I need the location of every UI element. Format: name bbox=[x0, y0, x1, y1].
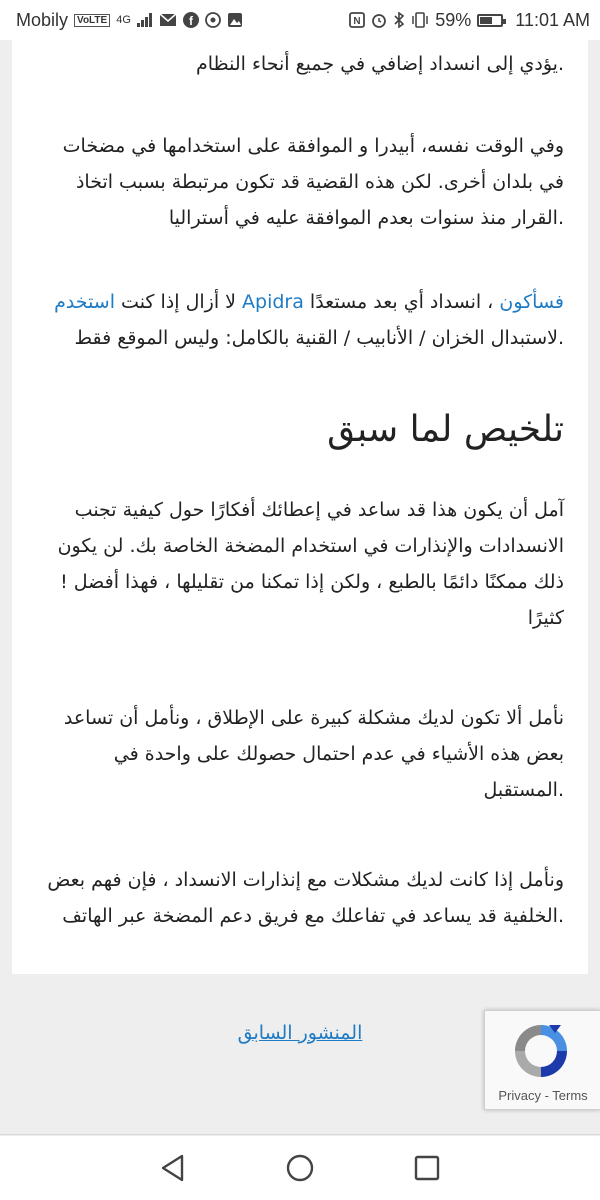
recaptcha-separator: - bbox=[540, 1088, 553, 1103]
paragraph-3-line-2: .لاستبدال الخزان / الأنابيب / القنية بالكامل: وليس الموقع فقط bbox=[74, 327, 564, 349]
clock: 11:01 AM bbox=[515, 9, 590, 30]
svg-text:f: f bbox=[188, 14, 193, 28]
recaptcha-badge[interactable] bbox=[484, 1010, 600, 1110]
paragraph-1: .يؤدي إلى انسداد إضافي في جميع أنحاء النظام bbox=[196, 53, 564, 75]
recents-button[interactable] bbox=[407, 1148, 447, 1188]
mail-icon bbox=[159, 13, 177, 27]
back-icon bbox=[160, 1154, 186, 1182]
link-istakhdim[interactable]: استخدم bbox=[54, 291, 115, 313]
carrier-label: Mobily bbox=[16, 9, 69, 30]
recents-icon bbox=[414, 1155, 440, 1181]
previous-post-link[interactable]: المنشور السابق bbox=[237, 1022, 363, 1044]
battery-fill bbox=[480, 17, 492, 24]
battery-icon bbox=[477, 14, 503, 27]
paragraph-4: آمل أن يكون هذا قد ساعد في إعطائك أفكارًا حول كيفية تجنب الانسدادات والإنذارات في استخدام المضخة الخاصة بك. لن يكون ذلك ممكنًا دائمًا بالطبع ، ولكن إذا تمكنا من تقليلها ، فهذا أفضل !كثيرًا bbox=[57, 499, 564, 629]
paragraph-3-text-a: ، انسداد أي بعد مستعدًا bbox=[303, 291, 500, 313]
home-button[interactable] bbox=[280, 1148, 320, 1188]
paragraph-2: وفي الوقت نفسه، أبيدرا و الموافقة على استخدامها في مضخات في بلدان أخرى. لكن هذه القضية قد تكون مرتبطة بسبب اتخاذ .القرار منذ سنوات بعدم الموافقة عليه في أستراليا bbox=[62, 135, 564, 229]
bluetooth-icon bbox=[393, 12, 405, 28]
link-apidra[interactable]: Apidra bbox=[242, 291, 304, 313]
link-sa-akun[interactable]: فسأكون bbox=[499, 291, 564, 313]
signal-icon bbox=[137, 13, 153, 27]
recaptcha-icon bbox=[509, 1019, 573, 1083]
facebook-icon bbox=[183, 12, 199, 28]
recaptcha-links bbox=[485, 1088, 600, 1103]
nfc-icon bbox=[349, 12, 365, 28]
home-icon bbox=[285, 1153, 315, 1183]
paragraph-3 bbox=[34, 284, 564, 356]
vibrate-icon bbox=[411, 12, 429, 28]
paragraph-6: ونأمل إذا كانت لديك مشكلات مع إنذارات الانسداد ، فإن فهم بعض .الخلفية قد يساعد في تفاعلك مع فريق دعم المضخة عبر الهاتف bbox=[47, 869, 564, 927]
svg-text:N: N bbox=[353, 16, 361, 27]
system-nav-bar bbox=[0, 1136, 600, 1200]
status-bar bbox=[0, 0, 600, 40]
whatsapp-icon bbox=[205, 12, 221, 28]
photo-icon bbox=[227, 12, 243, 28]
paragraph-5: نأمل ألا تكون لديك مشكلة كبيرة على الإطلاق ، ونأمل أن تساعد بعض هذه الأشياء في عدم احتمال حصولك على واحدة في .المستقبل bbox=[63, 707, 564, 801]
paragraph-3-text-b: لا أزال إذا كنت bbox=[115, 291, 243, 313]
section-heading: تلخيص لما سبق bbox=[327, 409, 564, 450]
network-type: 4G bbox=[116, 14, 131, 26]
volte-badge: VoLTE bbox=[74, 14, 110, 27]
divider bbox=[0, 1134, 600, 1135]
back-button[interactable] bbox=[153, 1148, 193, 1188]
alarm-icon bbox=[371, 12, 387, 28]
article-card bbox=[12, 40, 588, 974]
battery-percent: 59% bbox=[435, 9, 472, 30]
privacy-link[interactable]: Privacy bbox=[498, 1088, 541, 1103]
terms-link[interactable]: Terms bbox=[552, 1088, 588, 1103]
